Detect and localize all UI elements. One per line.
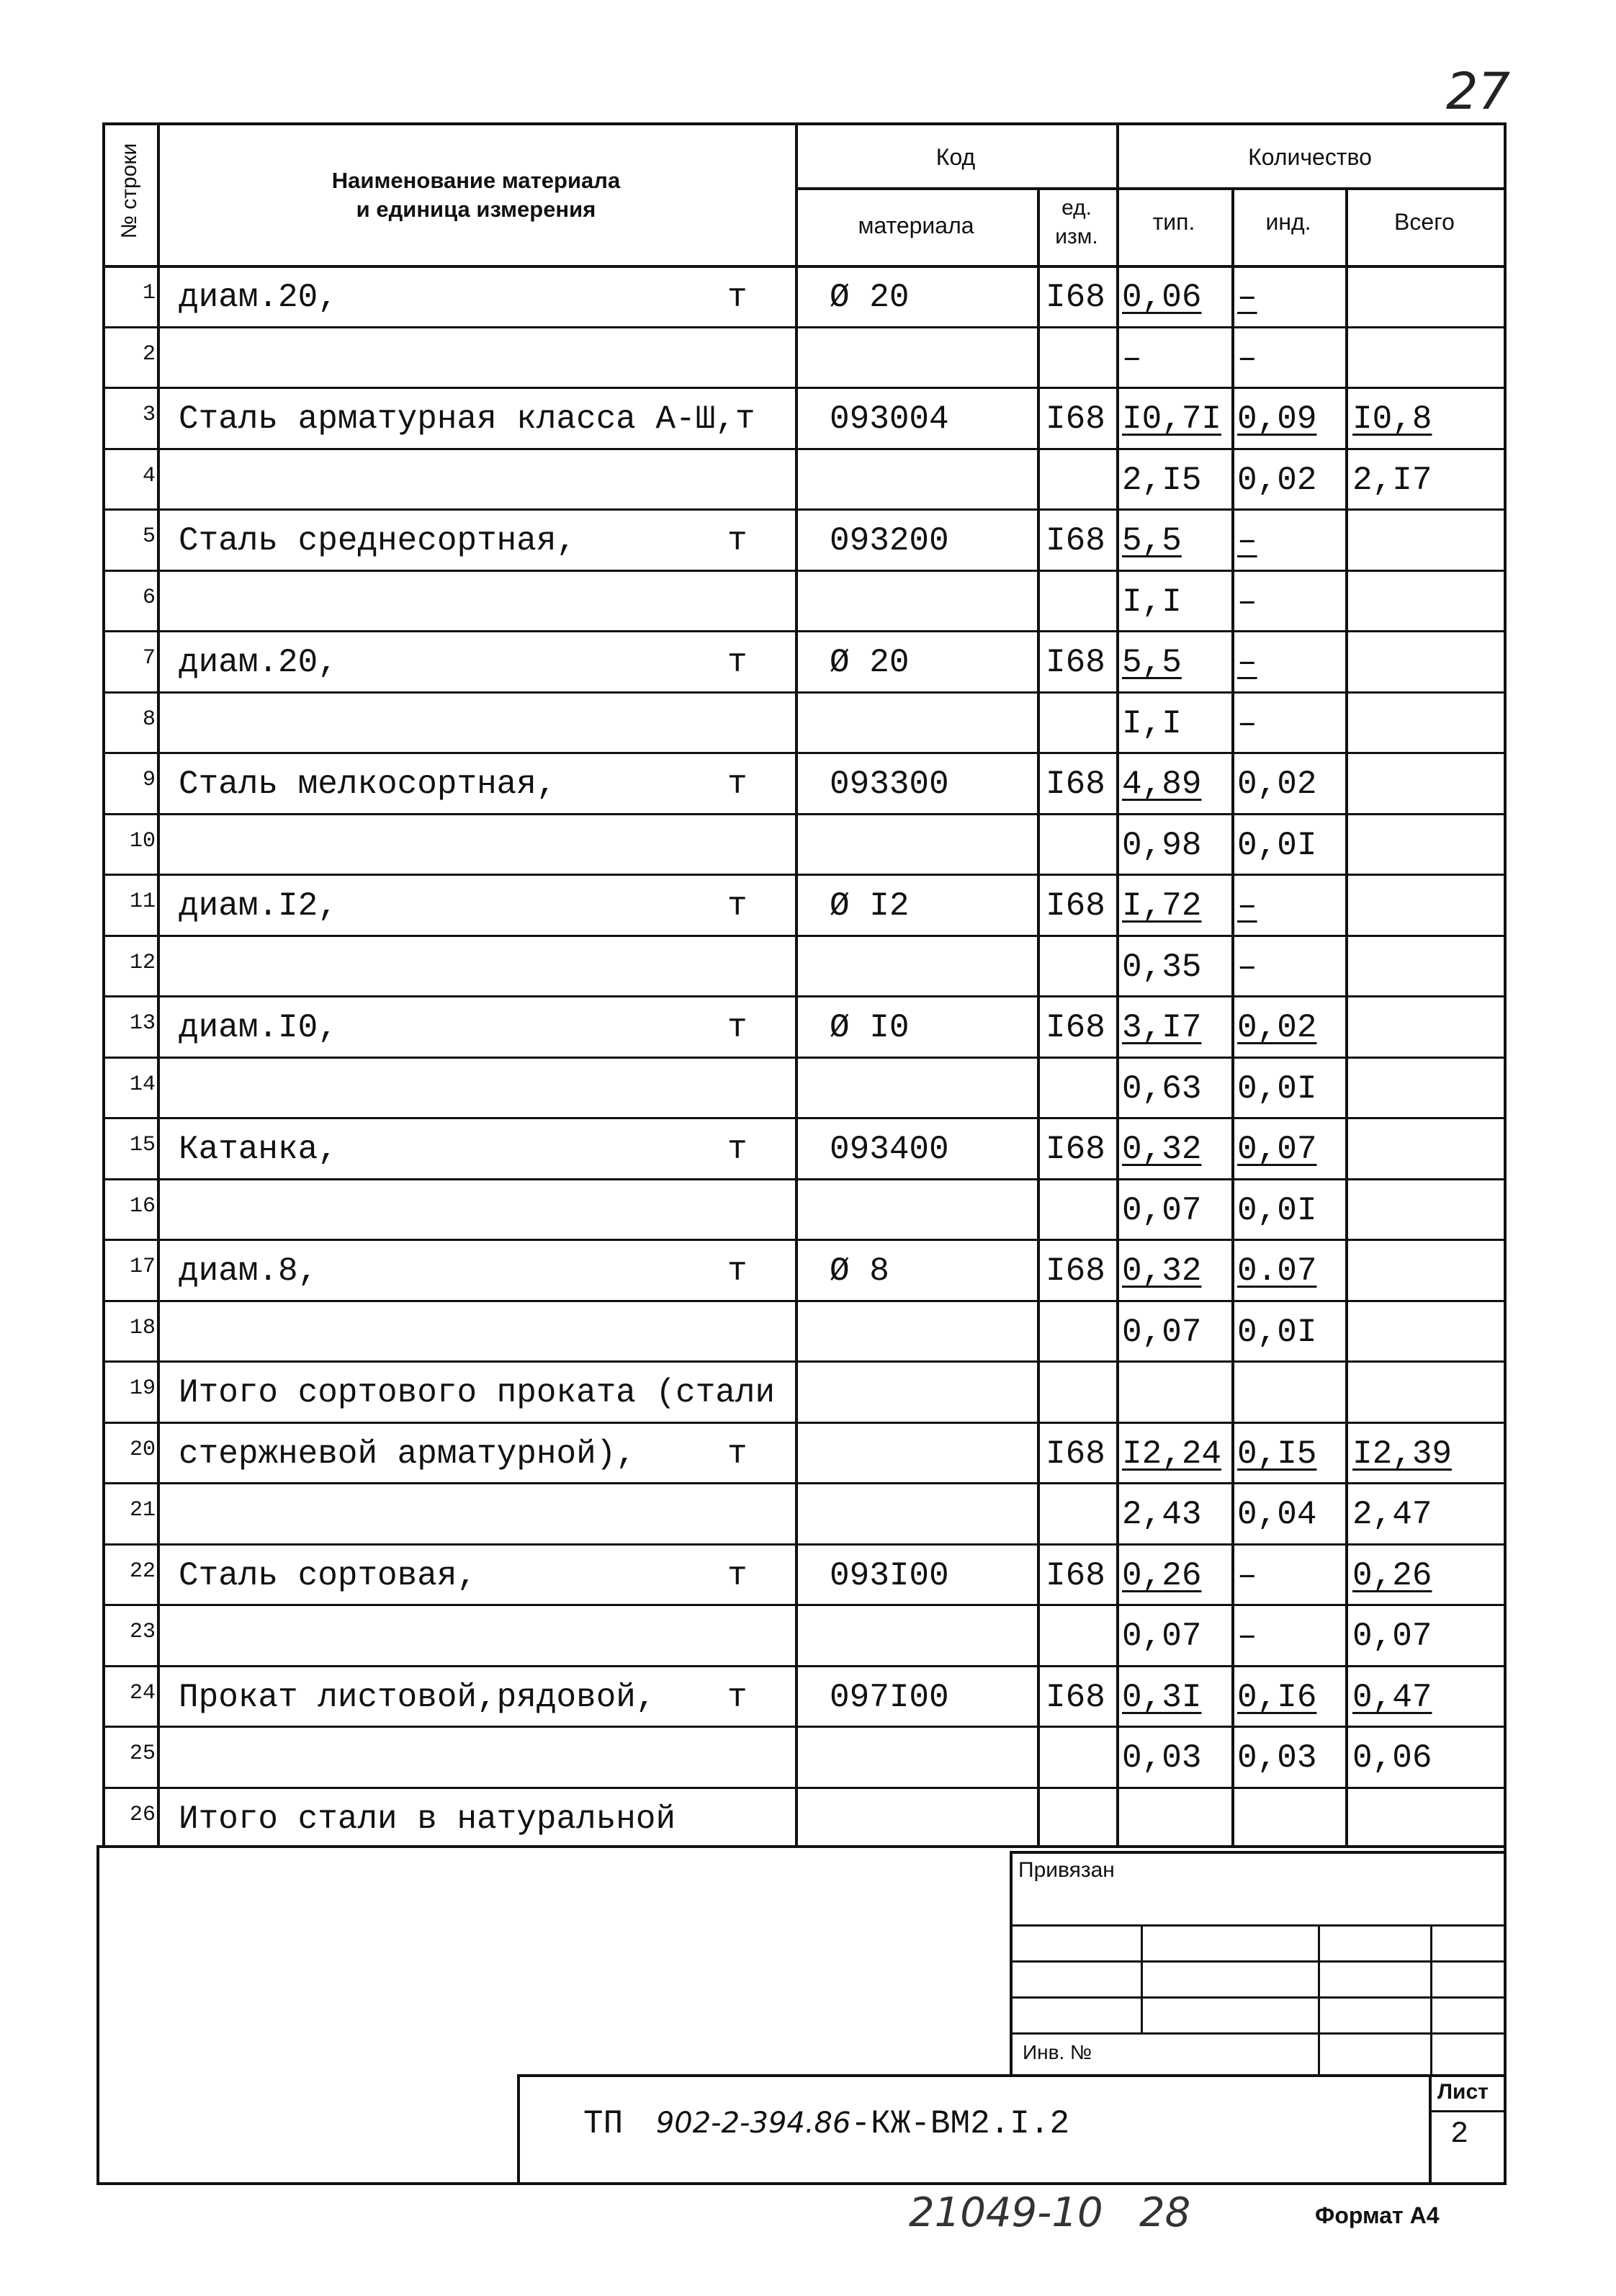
qty-ind: 0,0I xyxy=(1237,827,1317,864)
header-row-no: № строки xyxy=(117,143,141,239)
table-top-border xyxy=(102,122,1507,125)
qty-ind: – xyxy=(1237,644,1257,681)
qty-typ: I,72 xyxy=(1122,887,1202,925)
qty-typ: 0,26 xyxy=(1122,1557,1202,1595)
material-code: 093200 xyxy=(830,522,949,560)
row-number: 18 xyxy=(129,1316,156,1340)
qty-total: 0,07 xyxy=(1352,1618,1432,1655)
row-divider xyxy=(102,1117,1507,1119)
page-number: 27 xyxy=(1446,62,1511,121)
row-divider xyxy=(102,874,1507,876)
material-code: 097I00 xyxy=(830,1679,949,1716)
qty-total: I0,8 xyxy=(1352,400,1432,438)
col-border-name xyxy=(795,122,798,1845)
row-divider xyxy=(102,1604,1507,1606)
qty-ind: – xyxy=(1237,1557,1257,1595)
material-name: диам.I2, xyxy=(179,887,338,925)
material-name: Сталь среднесортная, xyxy=(179,522,577,560)
qty-typ: 0,63 xyxy=(1122,1070,1202,1108)
qty-ind: 0,07 xyxy=(1237,1131,1317,1168)
unit-suffix: т xyxy=(727,1009,748,1046)
unit-suffix: т xyxy=(727,1435,748,1473)
row-divider xyxy=(102,1360,1507,1363)
header-code: Код xyxy=(935,144,976,170)
row-number: 12 xyxy=(129,951,156,975)
designation-suffix: -КЖ-ВМ2.I.2 xyxy=(850,2105,1070,2143)
unit-suffix: т xyxy=(727,887,748,925)
qty-total: 0,26 xyxy=(1352,1557,1432,1595)
row-divider xyxy=(102,1422,1507,1424)
material-code: 093400 xyxy=(830,1131,949,1168)
qty-typ: 0,07 xyxy=(1122,1618,1202,1655)
qty-total: 2,47 xyxy=(1352,1496,1432,1533)
material-name: Итого стали в натуральной xyxy=(179,1801,676,1838)
qty-typ: 3,I7 xyxy=(1122,1009,1202,1046)
header-split-line xyxy=(795,187,1507,190)
qty-typ: 5,5 xyxy=(1122,644,1182,681)
qty-typ: 4,89 xyxy=(1122,766,1202,803)
unit-suffix: т xyxy=(727,766,748,803)
unit-code: I68 xyxy=(1046,1252,1105,1290)
qty-ind: 0,0I xyxy=(1237,1192,1317,1229)
stamp-left-border xyxy=(96,1845,99,2184)
qty-typ: I,I xyxy=(1122,583,1182,621)
material-name: Катанка, xyxy=(179,1131,338,1168)
qty-ind: 0,0I xyxy=(1237,1070,1317,1108)
header-unit-line1: ед. xyxy=(1061,196,1092,220)
row-number: 20 xyxy=(129,1438,156,1462)
unit-code: I68 xyxy=(1046,1009,1105,1046)
qty-typ: 0,98 xyxy=(1122,827,1202,864)
row-number: 11 xyxy=(129,889,156,914)
qty-ind: 0,0I xyxy=(1237,1314,1317,1351)
col-border-ind xyxy=(1345,187,1348,1845)
qty-typ: I2,24 xyxy=(1122,1435,1222,1473)
qty-ind: 0,I6 xyxy=(1237,1679,1317,1716)
stamp-top-line xyxy=(96,1845,1507,1848)
col-border-left xyxy=(102,122,105,1845)
row-number: 4 xyxy=(142,464,156,488)
qty-ind: 0,02 xyxy=(1237,462,1317,499)
unit-code: I68 xyxy=(1046,644,1105,681)
material-code: 093300 xyxy=(830,766,949,803)
bound-grid-col-2 xyxy=(1318,1924,1320,2076)
col-border-right xyxy=(1504,122,1507,1845)
designation-number: 902-2-394.86 xyxy=(655,2107,851,2140)
stamp-bottom-line xyxy=(96,2182,1507,2185)
bound-box-top xyxy=(1010,1851,1507,1854)
row-number: 19 xyxy=(129,1376,156,1401)
unit-code: I68 xyxy=(1046,522,1105,560)
qty-typ: 0,07 xyxy=(1122,1314,1202,1351)
material-name: Сталь сортовая, xyxy=(179,1557,477,1595)
qty-total: I2,39 xyxy=(1352,1435,1453,1473)
material-name: Прокат листовой,рядовой, xyxy=(179,1679,656,1716)
material-name: диам.20, xyxy=(179,279,338,316)
qty-ind: 0,09 xyxy=(1237,400,1317,438)
qty-typ: 0,32 xyxy=(1122,1131,1202,1168)
row-divider xyxy=(102,1543,1507,1546)
material-name: Итого сортового проката (стали xyxy=(179,1374,776,1412)
row-divider xyxy=(102,1787,1507,1789)
unit-suffix: т xyxy=(727,279,748,316)
unit-code: I68 xyxy=(1046,400,1105,438)
unit-code: I68 xyxy=(1046,1131,1105,1168)
qty-ind: 0,02 xyxy=(1237,766,1317,803)
unit-suffix: т xyxy=(727,522,748,560)
col-border-typ xyxy=(1231,187,1234,1845)
qty-typ: 0,32 xyxy=(1122,1252,1202,1290)
row-number: 9 xyxy=(142,768,156,792)
header-material: материала xyxy=(858,212,974,238)
qty-ind: – xyxy=(1237,583,1257,621)
row-number: 25 xyxy=(129,1741,156,1766)
qty-typ: 0,03 xyxy=(1122,1739,1202,1777)
col-border-unit xyxy=(1116,122,1119,1845)
qty-typ: I,I xyxy=(1122,705,1182,743)
qty-ind: – xyxy=(1237,887,1257,925)
row-divider xyxy=(102,326,1507,328)
material-name: диам.I0, xyxy=(179,1009,338,1046)
qty-typ: 5,5 xyxy=(1122,522,1182,560)
qty-ind: 0.07 xyxy=(1237,1252,1317,1290)
qty-typ: 0,3I xyxy=(1122,1679,1202,1716)
col-border-rownum xyxy=(157,122,160,1845)
designation-left xyxy=(517,2074,520,2182)
archive-number: 21049-10 xyxy=(909,2189,1103,2236)
row-number: 6 xyxy=(142,586,156,610)
row-number: 1 xyxy=(142,281,156,305)
row-divider xyxy=(102,1239,1507,1241)
material-code: Ø I0 xyxy=(830,1009,910,1046)
unit-suffix: т xyxy=(727,1557,748,1595)
row-number: 2 xyxy=(142,342,156,367)
unit-suffix: т xyxy=(727,1252,748,1290)
qty-ind: – xyxy=(1237,522,1257,560)
row-divider xyxy=(102,691,1507,694)
qty-ind: – xyxy=(1237,340,1257,377)
row-divider xyxy=(102,387,1507,389)
row-number: 8 xyxy=(142,707,156,732)
header-quantity: Количество xyxy=(1248,144,1372,170)
material-code: Ø I2 xyxy=(830,887,910,925)
header-typ: тип. xyxy=(1152,209,1195,235)
qty-typ: 2,I5 xyxy=(1122,462,1202,499)
row-number: 21 xyxy=(129,1498,156,1523)
row-divider xyxy=(102,1665,1507,1667)
sheet-box-left xyxy=(1429,2074,1432,2182)
unit-suffix: т xyxy=(727,644,748,681)
material-code: 093004 xyxy=(830,400,949,438)
qty-ind: 0,02 xyxy=(1237,1009,1317,1046)
row-divider xyxy=(102,995,1507,997)
unit-code: I68 xyxy=(1046,887,1105,925)
row-divider xyxy=(102,630,1507,632)
qty-total: 0,47 xyxy=(1352,1679,1432,1716)
material-code: Ø 8 xyxy=(830,1252,889,1290)
header-bottom-line xyxy=(102,265,1507,268)
qty-typ: – xyxy=(1122,340,1142,377)
row-number: 5 xyxy=(142,524,156,549)
qty-ind: 0,04 xyxy=(1237,1496,1317,1533)
qty-typ: 0,06 xyxy=(1122,279,1202,316)
row-number: 22 xyxy=(129,1559,156,1584)
unit-code: I68 xyxy=(1046,1435,1105,1473)
bound-box-left xyxy=(1010,1851,1013,2076)
stamp-right-border xyxy=(1504,1845,1507,2184)
row-number: 17 xyxy=(129,1255,156,1279)
qty-ind: – xyxy=(1237,949,1257,986)
row-divider xyxy=(102,1300,1507,1302)
sheet-label: Лист xyxy=(1437,2080,1489,2104)
qty-ind: – xyxy=(1237,279,1257,316)
material-name: Сталь арматурная класса А-Ш,т xyxy=(179,400,755,438)
col-border-code xyxy=(1037,187,1040,1845)
row-number: 13 xyxy=(129,1011,156,1036)
row-number: 14 xyxy=(129,1072,156,1097)
qty-ind: – xyxy=(1237,705,1257,743)
designation xyxy=(583,2105,1070,2143)
unit-code: I68 xyxy=(1046,279,1105,316)
material-code: Ø 20 xyxy=(830,644,910,681)
designation-prefix: ТП xyxy=(583,2105,624,2143)
material-name: Сталь мелкосортная, xyxy=(179,766,557,803)
row-number: 3 xyxy=(142,403,156,427)
row-divider xyxy=(102,935,1507,937)
qty-ind: – xyxy=(1237,1618,1257,1655)
row-divider xyxy=(102,448,1507,450)
qty-ind: 0,I5 xyxy=(1237,1435,1317,1473)
unit-suffix: т xyxy=(727,1679,748,1716)
row-number: 15 xyxy=(129,1133,156,1157)
header-name-line2: и единица измерения xyxy=(356,197,596,222)
row-number: 26 xyxy=(129,1803,156,1827)
qty-total: 0,06 xyxy=(1352,1739,1432,1777)
row-divider xyxy=(102,813,1507,815)
row-divider xyxy=(102,1726,1507,1728)
header-name-line1: Наименование материала xyxy=(331,168,621,193)
material-name: диам.8, xyxy=(179,1252,318,1290)
bound-label: Привязан xyxy=(1018,1858,1115,1882)
material-code: 093I00 xyxy=(830,1557,949,1595)
row-divider xyxy=(102,752,1507,754)
qty-typ: 0,35 xyxy=(1122,949,1202,986)
row-divider xyxy=(102,1178,1507,1180)
material-name: диам.20, xyxy=(179,644,338,681)
qty-typ: 0,07 xyxy=(1122,1192,1202,1229)
inventory-label: Инв. № xyxy=(1023,2041,1092,2063)
qty-total: 2,I7 xyxy=(1352,462,1432,499)
designation-top xyxy=(517,2074,1507,2077)
qty-typ: I0,7I xyxy=(1122,400,1222,438)
row-divider xyxy=(102,1482,1507,1484)
material-code: Ø 20 xyxy=(830,279,910,316)
row-number: 23 xyxy=(129,1620,156,1644)
row-divider xyxy=(102,1057,1507,1059)
row-divider xyxy=(102,570,1507,572)
unit-code: I68 xyxy=(1046,1679,1105,1716)
row-number: 7 xyxy=(142,646,156,671)
unit-code: I68 xyxy=(1046,766,1105,803)
row-divider xyxy=(102,508,1507,511)
page-total: 28 xyxy=(1139,2189,1191,2236)
qty-typ: 2,43 xyxy=(1122,1496,1202,1533)
unit-code: I68 xyxy=(1046,1557,1105,1595)
row-number: 16 xyxy=(129,1194,156,1219)
header-ind: инд. xyxy=(1265,209,1311,235)
sheet-box-divider xyxy=(1429,2110,1507,2112)
sheet-number: 2 xyxy=(1450,2117,1469,2151)
paper-format: Формат А4 xyxy=(1315,2202,1440,2228)
row-number: 24 xyxy=(129,1681,156,1705)
bound-grid-col-1 xyxy=(1141,1924,1143,2032)
bound-grid-col-3 xyxy=(1430,1924,1432,2076)
row-number: 10 xyxy=(129,829,156,853)
material-name: стержневой арматурной), xyxy=(179,1435,636,1473)
qty-ind: 0,03 xyxy=(1237,1739,1317,1777)
header-total: Всего xyxy=(1394,209,1455,235)
header-unit-line2: изм. xyxy=(1055,225,1098,248)
unit-suffix: т xyxy=(727,1131,748,1168)
